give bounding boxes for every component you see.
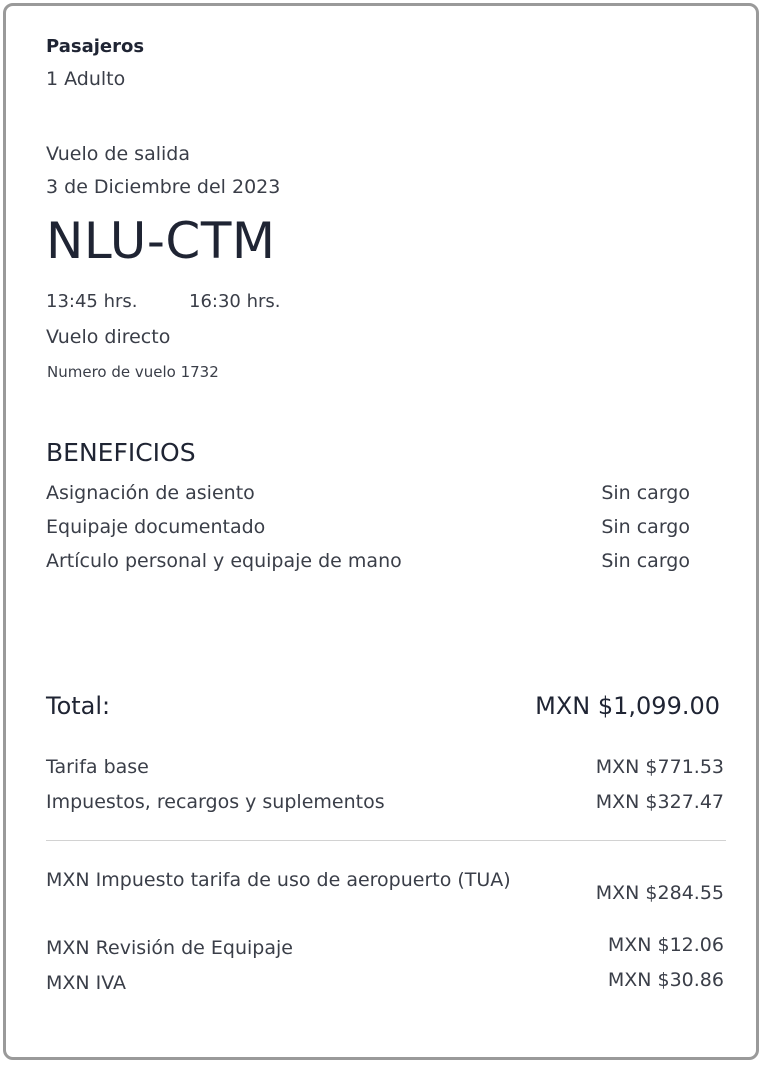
tax-value: MXN $30.86	[607, 969, 724, 991]
departure-flight-label: Vuelo de salida	[46, 143, 190, 165]
tax-row-iva	[46, 967, 724, 999]
flight-number: Numero de vuelo 1732	[47, 363, 219, 381]
departure-flight-date: 3 de Diciembre del 2023	[46, 176, 281, 198]
benefit-row-carry-on	[46, 550, 690, 578]
departure-time: 13:45 hrs.	[46, 291, 138, 312]
arrival-time: 16:30 hrs.	[189, 291, 281, 312]
benefit-name: Artículo personal y equipaje de mano	[46, 550, 402, 572]
benefit-name: Asignación de asiento	[46, 482, 255, 504]
tax-name: MXN IVA	[46, 972, 127, 994]
benefit-name: Equipaje documentado	[46, 516, 266, 538]
tax-value: MXN $284.55	[595, 882, 724, 904]
tax-row-baggage-check	[46, 932, 724, 964]
tax-name: MXN Impuesto tarifa de uso de aeropuerto (TUA)	[46, 869, 511, 891]
flight-route: NLU-CTM	[46, 212, 276, 270]
breakdown-value: MXN $327.47	[595, 791, 724, 813]
tax-name: MXN Revisión de Equipaje	[46, 937, 293, 959]
total-label: Total:	[46, 692, 111, 720]
breakdown-name: Tarifa base	[46, 756, 149, 778]
passengers-value: 1 Adulto	[46, 68, 126, 90]
passengers-title: Pasajeros	[46, 36, 145, 57]
benefit-value: Sin cargo	[601, 550, 690, 572]
section-divider	[46, 840, 726, 841]
tax-row-tua	[46, 864, 724, 928]
breakdown-value: MXN $771.53	[595, 756, 724, 778]
flight-type: Vuelo directo	[46, 326, 171, 348]
tax-value: MXN $12.06	[607, 934, 724, 956]
flight-summary-card	[3, 3, 759, 1060]
benefit-row-seat	[46, 482, 690, 510]
benefits-title: BENEFICIOS	[46, 438, 196, 467]
benefit-value: Sin cargo	[601, 516, 690, 538]
breakdown-name: Impuestos, recargos y suplementos	[46, 791, 385, 813]
benefit-row-checked-baggage	[46, 516, 690, 544]
benefit-value: Sin cargo	[601, 482, 690, 504]
total-value: MXN $1,099.00	[535, 692, 720, 720]
